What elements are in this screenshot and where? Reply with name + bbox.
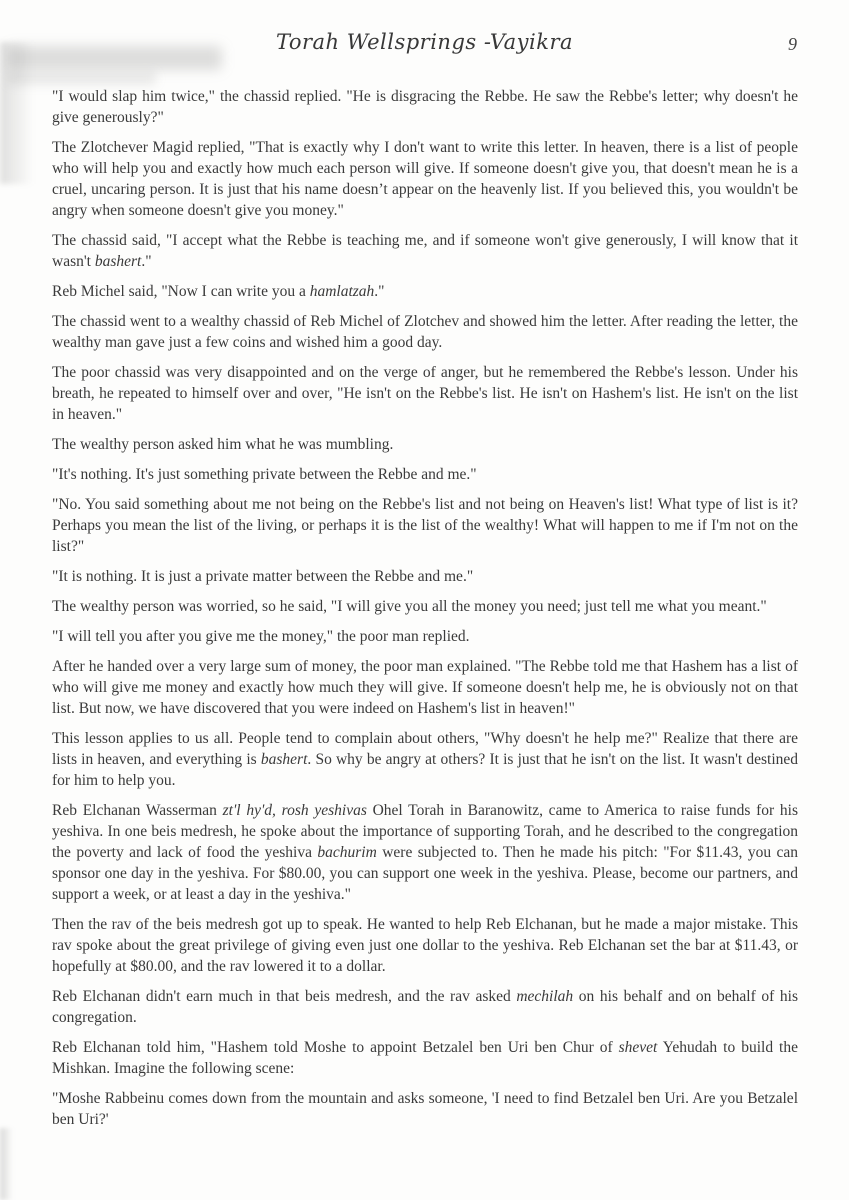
text-segment: "Moshe Rabbeinu comes down from the mountain and asks someone, 'I need to find Betzalel ben Uri. Are you Betzalel ben Uri?' xyxy=(52,1090,798,1128)
paragraph-2 xyxy=(52,137,798,221)
page-edge-shadow-bottom-left xyxy=(0,1128,13,1200)
text-segment: Reb Michel said, "Now I can write you a xyxy=(52,283,310,300)
paragraph-14 xyxy=(52,728,798,791)
text-segment: Yehudah to build the Mishkan. Imagine the following scene: xyxy=(52,1039,798,1077)
italic-term: zt'l hy'd, rosh yeshivas xyxy=(222,802,367,819)
text-segment: The wealthy person asked him what he was mumbling. xyxy=(52,436,394,453)
scan-bleedthrough-artifact-2 xyxy=(8,72,156,85)
text-segment: "It's nothing. It's just something private between the Rebbe and me." xyxy=(52,466,477,483)
text-segment: ." xyxy=(374,283,385,300)
paragraph-9 xyxy=(52,494,798,557)
italic-term: shevet xyxy=(618,1039,658,1056)
paragraph-6 xyxy=(52,362,798,425)
text-segment: Reb Elchanan Wasserman xyxy=(52,802,223,819)
paragraph-5 xyxy=(52,311,798,353)
paragraph-19 xyxy=(52,1088,798,1130)
paragraph-16 xyxy=(52,914,798,977)
paragraph-13 xyxy=(52,656,798,719)
page-title: Torah Wellsprings -Vayikra xyxy=(275,30,574,54)
page-header xyxy=(0,30,849,66)
text-segment: "No. You said something about me not being on the Rebbe's list and not being on Heaven's list! What type of list is it? Perhaps you mean the list of the living, or perhaps it is the list of the wealthy! What will happen to me if I'm not on the list?" xyxy=(52,496,798,555)
italic-term: bashert xyxy=(94,253,142,270)
text-segment: Ohel Torah in Baranowitz, came to America to raise funds for his yeshiva. In one beis medresh, he spoke about the importance of supporting Torah, and he described to the congregation the poverty and lack of food the yeshiva xyxy=(52,802,798,861)
paragraph-3 xyxy=(52,230,798,272)
italic-term: bashert xyxy=(260,751,308,768)
paragraph-17 xyxy=(52,986,798,1028)
paragraph-12 xyxy=(52,626,798,647)
paragraph-10 xyxy=(52,566,798,587)
italic-term: hamlatzah xyxy=(309,283,375,300)
page-number: 9 xyxy=(788,34,797,54)
text-segment: Then the rav of the beis medresh got up to speak. He wanted to help Reb Elchanan, but he made a major mistake. This rav spoke about the great privilege of giving even just one dollar to the yeshiva. Reb Elchanan set the bar at $11.43, or hopefully at $80.00, and the rav lowered it to a dollar. xyxy=(52,916,798,975)
text-segment: Reb Elchanan told him, "Hashem told Moshe to appoint Betzalel ben Uri ben Chur of xyxy=(52,1039,619,1056)
text-segment: The wealthy person was worried, so he said, "I will give you all the money you need; just tell me what you meant." xyxy=(52,598,767,615)
text-segment: The chassid went to a wealthy chassid of Reb Michel of Zlotchev and showed him the letter. After reading the letter, the wealthy man gave just a few coins and wished him a good day. xyxy=(52,313,798,351)
text-segment: were subjected to. Then he made his pitch: "For $11.43, you can sponsor one day in the yeshiva. For $80.00, you can support one week in the yeshiva. Please, become our partners, and support a week, or at least a day in the yeshiva." xyxy=(52,844,798,903)
text-segment: This lesson applies to us all. People tend to complain about others, "Why doesn't he help me?" Realize that there are lists in heaven, and everything is xyxy=(52,730,798,768)
paragraph-4 xyxy=(52,281,798,302)
text-segment: "I would slap him twice," the chassid replied. "He is disgracing the Rebbe. He saw the Rebbe's letter; why doesn't he give generously?" xyxy=(52,88,798,126)
text-segment: The chassid said, "I accept what the Rebbe is teaching me, and if someone won't give generously, I will know that it wasn't xyxy=(52,232,798,270)
text-segment: on his behalf and on behalf of his congregation. xyxy=(52,988,798,1026)
paragraph-11 xyxy=(52,596,798,617)
paragraph-7 xyxy=(52,434,798,455)
text-segment: Reb Elchanan didn't earn much in that beis medresh, and the rav asked xyxy=(52,988,517,1005)
italic-term: mechilah xyxy=(516,988,574,1005)
text-segment: "I will tell you after you give me the money," the poor man replied. xyxy=(52,628,470,645)
italic-term: bachurim xyxy=(317,844,377,861)
text-segment: After he handed over a very large sum of money, the poor man explained. "The Rebbe told me that Hashem has a list of who will give me money and exactly how much they will give. If someone doesn't help me, he is obviously not on that list. But now, we have discovered that you were indeed on Hashem's list in heaven!" xyxy=(52,658,798,717)
text-segment: ." xyxy=(141,253,152,270)
text-segment: "It is nothing. It is just a private matter between the Rebbe and me." xyxy=(52,568,474,585)
text-segment: . So why be angry at others? It is just that he isn't on the list. It wasn't destined for him to help you. xyxy=(52,751,799,789)
paragraph-18 xyxy=(52,1037,798,1079)
document-body xyxy=(52,86,798,1130)
paragraph-8 xyxy=(52,464,798,485)
text-segment: The Zlotchever Magid replied, "That is exactly why I don't want to write this letter. In heaven, there is a list of people who will help you and exactly how much each person will give. If someone doesn't give you, that doesn't mean he is a cruel, uncaring person. It is just that his name doesn’t appear on the heavenly list. If you believed this, you wouldn't be angry when someone doesn't give you money." xyxy=(52,139,798,219)
text-segment: The poor chassid was very disappointed and on the verge of anger, but he remembered the Rebbe's lesson. Under his breath, he repeated to himself over and over, "He isn't on the Rebbe's list. He isn't on Hashem's list. He isn't on the list in heaven." xyxy=(52,364,798,423)
paragraph-1 xyxy=(52,86,798,128)
paragraph-15 xyxy=(52,800,798,905)
